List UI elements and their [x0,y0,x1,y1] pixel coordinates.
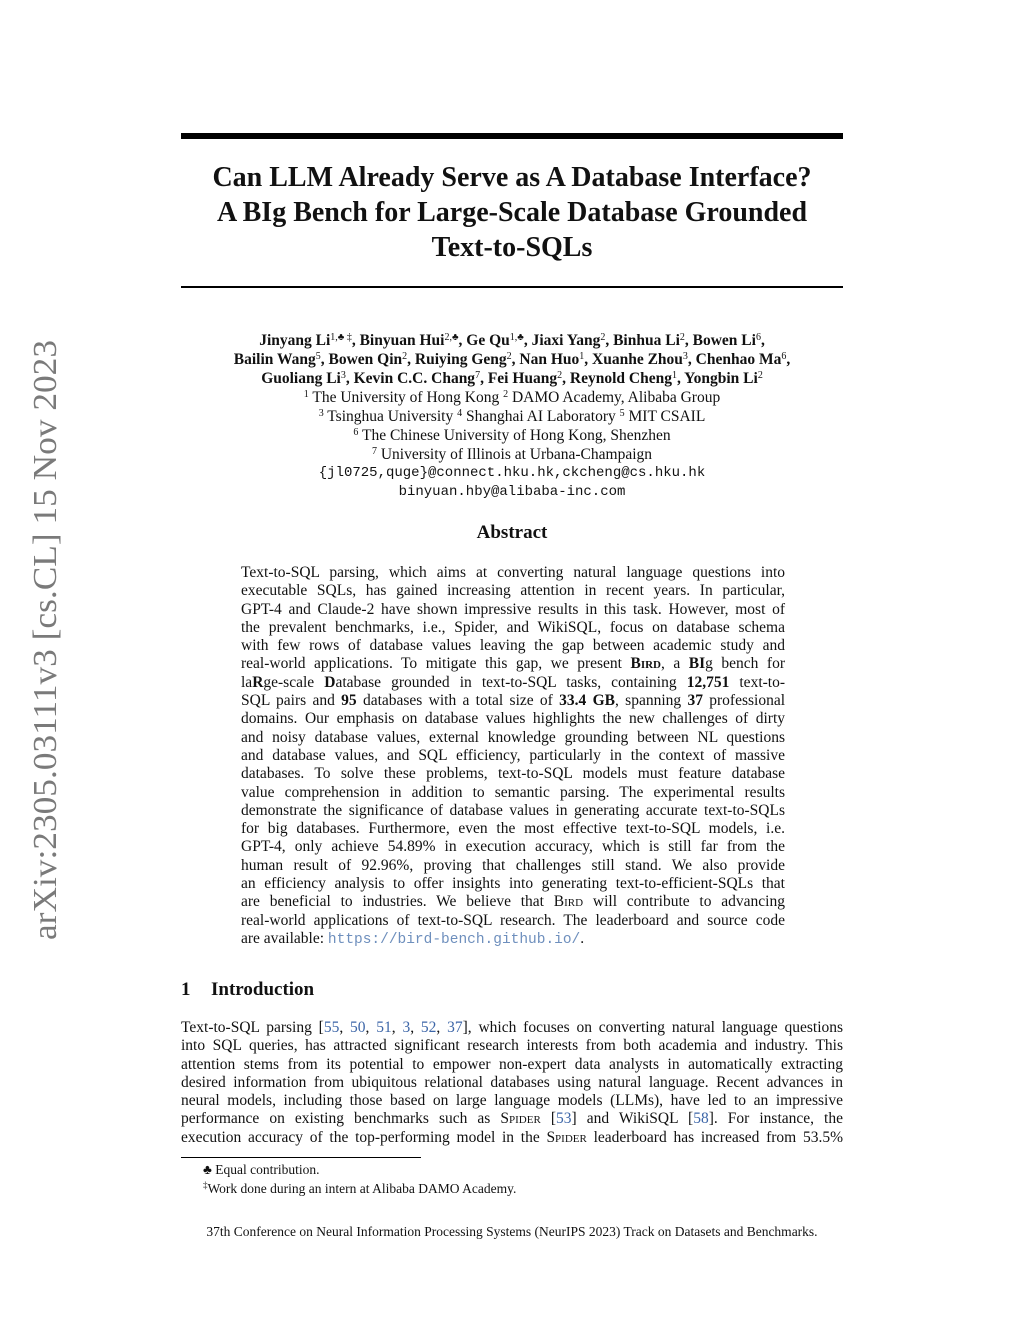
club-symbol: ♣ [203,1162,212,1177]
text-line: Text-to-SQL parsing [55, 50, 51, 3, 52, 37], which focuses on converting natural language questions [181,1019,844,1036]
bold-term: BI [688,655,706,673]
author-name: Xuanhe Zhou [592,351,683,368]
text-line: laRge-scale Database grounded in text-to-SQL tasks, containing 12,751 text-to- [241,673,786,691]
affiliation-name: The University of Hong Kong [308,389,504,406]
author-affiliation-marker: 3 [682,351,688,362]
venue-note: 37th Conference on Neural Information Processing Systems (NeurIPS 2023) Track on Datasets and Benchmarks. [206,1224,818,1239]
text-line: real-world applications of text-to-SQL research. The leaderboard and source code [241,911,785,929]
small-caps-name: Bird [553,893,584,911]
footnote-text: Equal contribution. [215,1162,320,1177]
section-heading [181,979,314,1001]
author-line [181,331,843,350]
author-name: Reynold Cheng [569,370,672,387]
arxiv-identifier: arXiv:2305.03111v3 [cs.CL] 15 Nov 2023 [27,362,64,940]
author-name: Binhua Li [613,332,680,349]
author-name: Guoliang Li [261,370,341,387]
author-name: Nan Huo [519,351,580,368]
author-separator: , [320,351,329,368]
affiliation-marker: 1 [303,389,309,400]
affiliation-marker: 7 [371,446,377,457]
author-name: Bowen Qin [328,351,403,368]
author-affiliation-marker: 2 [600,332,606,343]
text-line: the prevalent benchmarks, i.e., Spider, and WikiSQL, focus on database schema [241,618,785,636]
citation-link[interactable]: 51 [376,1019,392,1036]
author-separator: , [351,332,360,349]
text-line: for big databases. Furthermore, even the most effective text-to-SQL models, i.e. [241,820,785,838]
author-affiliation-marker: 5 [315,351,321,362]
affiliation-marker: 5 [619,408,625,419]
text-line: and database values, and SQL efficiency, particularly in the context of massive [241,746,785,764]
citation-link[interactable]: 3 [402,1019,411,1036]
affiliation-name: University of Illinois at Urbana-Champaign [376,446,653,463]
affiliation-name: Shanghai AI Laboratory [462,408,620,425]
author-name: Kevin C.C. Chang [353,370,476,387]
title-line: A BIg Bench for Large-Scale Database Grounded [216,197,808,228]
text-line: real-world applications. To mitigate this gap, we present Bird, a BIg bench for [241,655,785,673]
small-caps-name: Spider [546,1128,587,1146]
affiliation-line [181,426,843,445]
author-affiliation-marker: 1,♣ ‡ [330,332,352,343]
affiliation-marker: 6 [353,427,359,438]
text-line: are beneficial to industries. We believe that Bird will contribute to advancing [241,893,785,911]
author-line [181,350,843,369]
author-affiliation-marker: 1,♣ [509,332,524,343]
author-name: Ruiying Geng [414,351,507,368]
affiliation-marker: 4 [457,408,463,419]
affiliation-name: Tsinghua University [323,408,458,425]
text-line: human result of 92.96%, proving that challenges still stand. We also provide [241,856,785,874]
section-title: Introduction [211,979,315,1000]
author-affiliation-marker: 2 [679,332,685,343]
bird-name: Bird [630,655,661,673]
paper-title [181,160,843,265]
text-line: demonstrate the significance of database values in generating accurate text-to-SQLs [241,801,785,819]
bold-term: 12,751 [686,673,730,691]
author-block [181,331,843,502]
author-name: Jinyang Li [259,332,331,349]
author-affiliation-marker: 6 [755,332,761,343]
text-line: an efficiency analysis to offer insights into generating text-to-efficient-SQLs that [241,875,785,893]
affiliation-name: The Chinese University of Hong Kong, Shenzhen [358,427,671,444]
author-name: Yongbin Li [684,370,758,387]
small-caps-name: Spider [500,1110,541,1128]
author-separator: , [760,332,765,349]
bold-term: D [324,673,336,691]
footnote-intern [203,1179,516,1198]
author-separator: , [786,351,791,368]
affiliation-line [181,445,843,464]
bold-term: R [252,673,264,691]
citation-link[interactable]: 37 [447,1019,463,1036]
author-separator: , [345,370,354,387]
author-affiliation-marker: 7 [475,370,481,381]
author-affiliation-marker: 2 [506,351,512,362]
author-separator: , [687,351,696,368]
email-line: {jl0725,quge}@connect.hku.hk,ckcheng@cs.hku.hk [318,465,706,481]
text-line: with few rows of database values leaving the gap between academic study and [241,637,785,655]
text-line: domains. Our emphasis on database values highlights the new challenges of dirty [241,710,785,728]
author-affiliation-marker: 1 [671,370,677,381]
text-line: SQL pairs and 95 databases with a total size of 33.4 GB, spanning 37 professional [241,692,786,710]
author-name: Jiaxi Yang [531,332,601,349]
text-line: neural models, including those based on large language models (LLMs), have led to an impressive [181,1092,843,1110]
text-line: performance on existing benchmarks such as Spider [53] and WikiSQL [58]. For instance, the [181,1110,843,1128]
text-line: GPT-4 and Claude-2 have shown impressive results in this task. However, most of [241,600,785,618]
text-line: value comprehension in addition to semantic parsing. The experimental results [241,783,785,801]
email-line: binyuan.hby@alibaba-inc.com [398,484,626,500]
author-separator: , [511,351,520,368]
citation-link[interactable]: 50 [350,1019,366,1036]
author-affiliation-marker: 3 [340,370,346,381]
bold-term: 33.4 GB [559,692,615,710]
author-name: Binyuan Hui [359,332,445,349]
author-separator: , [458,332,467,349]
author-line [181,369,843,388]
text-line: are available: https://bird-bench.github.io/. [241,929,585,948]
footnote-text: Work done during an intern at Alibaba DAMO Academy. [207,1181,517,1196]
footnotes [203,1160,516,1198]
affiliation-marker: 3 [318,408,324,419]
author-affiliation-marker: 6 [781,351,787,362]
introduction-body [181,1019,843,1147]
text-line: executable SQLs, has gained increasing attention in recent years. In particular, [241,582,785,600]
text-line: attention stems from its potential to empower non-expert data analysts in automatically extracting [181,1055,843,1073]
citation-link[interactable]: 55 [323,1019,340,1036]
author-name: Ge Qu [466,332,510,349]
text-line: and noisy database values, external knowledge grounding between NL questions [241,728,785,746]
affiliation-name: DAMO Academy, Alibaba Group [508,389,721,406]
text-line: GPT-4, only achieve 54.89% in execution accuracy, which is still far from the [241,838,785,856]
title-top-rule [181,133,843,139]
project-url-link[interactable]: https://bird-bench.github.io/ [327,931,581,948]
affiliation-marker: 2 [503,389,509,400]
citation-link[interactable]: 58 [693,1110,709,1128]
arxiv-identifier-stamp [14,330,74,950]
author-name: Chenhao Ma [695,351,782,368]
section-number: 1 [181,979,191,1000]
author-separator: , [684,332,693,349]
text-line: Text-to-SQL parsing, which aims at converting natural language questions into [241,564,785,581]
footnote-rule [181,1157,421,1158]
author-separator: , [562,370,570,387]
affiliation-line [181,407,843,426]
author-separator: , [480,370,488,387]
author-name: Bailin Wang [233,351,316,368]
affiliation-name: MIT CSAIL [624,408,706,425]
author-separator: , [605,332,614,349]
text-line: execution accuracy of the top-performing model in the Spider leaderboard has increased from 53.5% [181,1128,843,1146]
author-affiliation-marker: 2 [757,370,763,381]
citation-link[interactable]: 53 [556,1110,572,1128]
author-affiliation-marker: 2 [402,351,408,362]
abstract-body [241,564,785,949]
title-line: Text-to-SQLs [431,232,593,263]
text-line: into SQL queries, has attracted significant research interests from both academia and industry. This [181,1037,843,1055]
author-separator: , [676,370,685,387]
author-name: Fei Huang [487,370,558,387]
footnote-equal-contribution [203,1160,516,1179]
text-line: desired information from ubiquitous relational databases using natural language. Recent advances in [181,1073,843,1091]
author-affiliation-marker: 1 [579,351,585,362]
title-bottom-rule [181,286,843,288]
bold-term: 95 [341,692,357,710]
abstract-heading: Abstract [476,522,548,543]
title-line: Can LLM Already Serve as A Database Interface? [212,162,812,193]
author-separator: , [407,351,415,368]
citation-link[interactable]: 52 [420,1019,437,1036]
double-dagger-symbol: ‡ [203,1180,208,1190]
bold-term: 37 [687,692,703,710]
author-separator: , [523,332,532,349]
affiliation-line [181,388,843,407]
author-affiliation-marker: 2,♣ [444,332,459,343]
text-line: databases. To solve these problems, text-to-SQL models must feature database [241,765,785,783]
author-affiliation-marker: 2 [557,370,563,381]
author-name: Bowen Li [692,332,756,349]
author-separator: , [584,351,593,368]
